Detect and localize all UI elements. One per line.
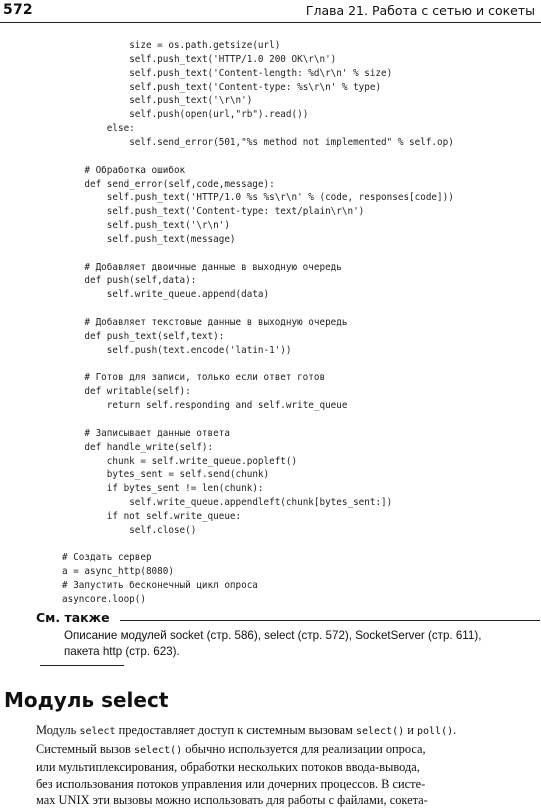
paragraph-line: мах UNIX эти вызовы можно использовать для работы с файлами, сокета- [36,793,428,807]
code-comment: # Обработка ошибок [84,164,186,176]
code-comment: # Готов для записи, только если ответ готов [84,372,326,384]
code-line: self.push(open(url,"rb").read()) [129,109,309,121]
code-line: self.push_text('HTTP/1.0 %s %s\r\n' % (code, responses[code])) [106,192,454,204]
code-line: self.push_text('\r\n') [106,220,230,232]
text-run: . [453,723,457,737]
code-line: self.send_error(501,"%s method not implemented" % self.op) [129,136,454,148]
text-run: Системный вызов [36,741,134,756]
header-divider [0,22,541,23]
code-line: self.push_text('Content-type: text/plain\r\n') [106,206,365,218]
code-line: self.push_text(message) [106,233,236,245]
code-term: select [79,726,116,737]
code-line: self.push_text('Content-length: %d\r\n' % size) [129,67,393,79]
see-also-text [64,628,524,660]
paragraph-line: без использования потоков управления или дочерних процессов. В систе- [36,776,426,791]
code-line: self.write_queue.appendleft(chunk[bytes_sent:]) [129,497,393,509]
code-line: chunk = self.write_queue.popleft() [106,455,298,467]
code-line: self.push_text('\r\n') [129,95,253,107]
text-run: и [404,723,417,737]
code-line: def writable(self): [84,386,191,398]
code-line: self.push(text.encode('latin-1')) [106,344,292,356]
see-also-line: пакета http (стр. 623). [64,645,180,658]
code-term: poll() [416,726,454,737]
code-line: self.push_text('Content-type: %s\r\n' % type) [129,81,382,93]
see-also-divider [120,620,540,621]
code-line: def push(self,data): [84,275,197,287]
code-comment: # Записывает данные ответа [84,427,230,439]
paragraph-line [36,722,530,741]
code-line: if not self.write_queue: [106,510,242,522]
page-number: 572 [3,2,33,18]
code-line: def handle_write(self): [84,441,214,453]
code-line: asyncore.loop() [62,594,146,605]
code-comment: # Создать сервер [62,552,152,564]
code-line: else: [106,123,135,135]
code-term: select() [133,744,183,756]
paragraph-line [36,741,530,760]
code-line: if bytes_sent != len(chunk): [106,483,264,495]
code-line: bytes_sent = self.send(chunk) [106,469,270,481]
page-header [0,0,541,24]
text-run: обычно используется для реализации опроса, [182,741,426,756]
code-comment: # Добавляет двоичные данные в выходную очередь [84,261,342,273]
code-line: self.close() [129,524,197,536]
code-line: self.push_text('HTTP/1.0 200 OK\r\n') [129,53,337,65]
code-line: def send_error(self,code,message): [84,178,275,190]
code-line: size = os.path.getsize(url) [129,40,281,51]
see-also-title: См. также [36,610,110,625]
code-line: def push_text(self,text): [84,330,225,342]
code-line: return self.responding and self.write_queue [106,400,348,412]
code-comment: # Запустить бесконечный цикл опроса [62,580,258,592]
body-paragraph [36,722,530,809]
section-heading: Модуль select [4,688,169,712]
chapter-title: Глава 21. Работа с сетью и сокеты [305,3,535,18]
see-also-line: Описание модулей socket (стр. 586), select (стр. 572), SocketServer (стр. 611), [64,629,482,642]
paragraph-line: или мультиплексирования, обработки нескольких потоков ввода-вывода, [36,760,420,774]
code-term: select() [355,726,405,737]
section-divider [40,665,124,666]
code-line: a = async_http(8080) [62,566,174,578]
code-line: self.write_queue.append(data) [106,289,270,301]
code-comment: # Добавляет текстовые данные в выходную очередь [84,317,348,328]
text-run: предоставляет доступ к системным вызовам [115,723,356,737]
text-run: Модуль [36,723,80,737]
